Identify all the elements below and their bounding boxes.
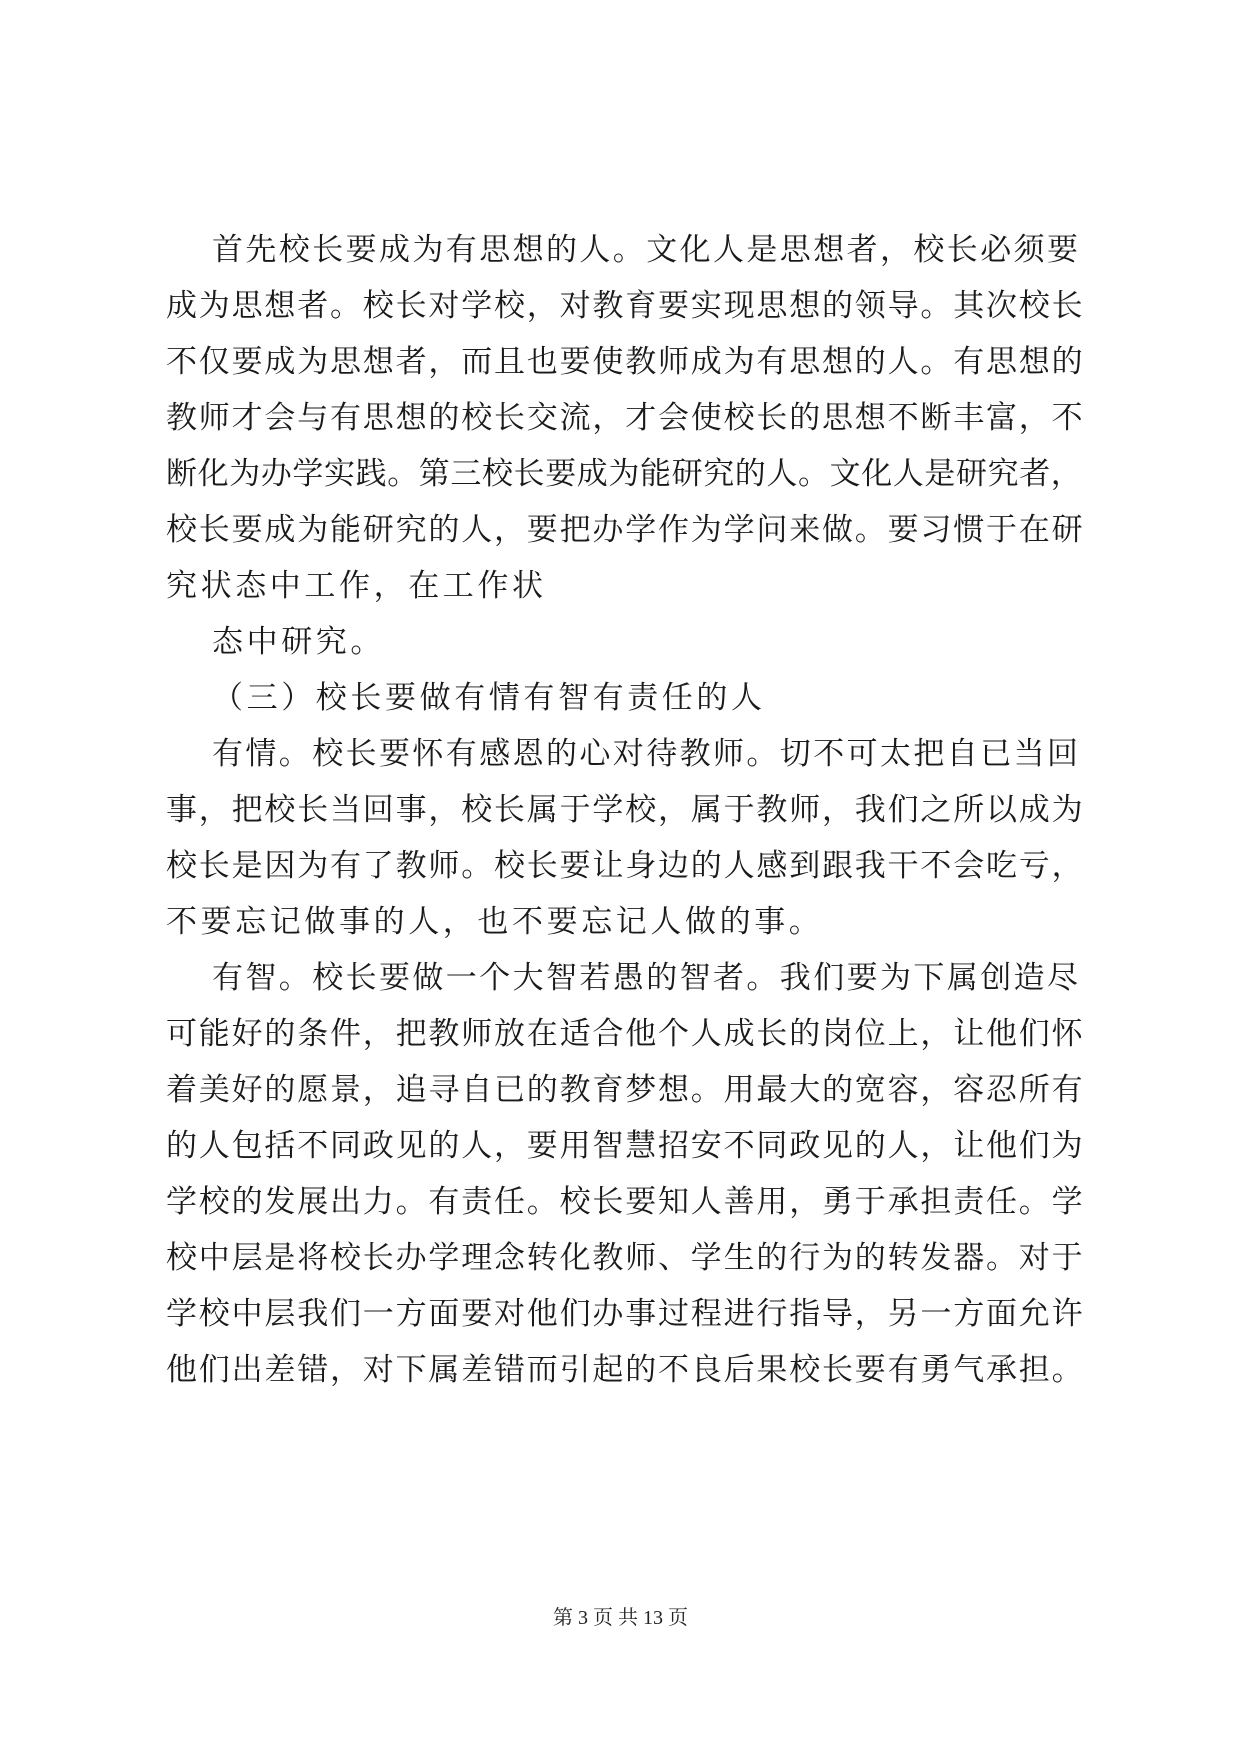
body-line: 学校中层我们一方面要对他们办事过程进行指导，另一方面允许 — [166, 1296, 1085, 1332]
body-line: 的人包括不同政见的人，要用智慧招安不同政见的人，让他们为 — [166, 1128, 1085, 1164]
body-line: 可能好的条件，把教师放在适合他个人成长的岗位上，让他们怀 — [166, 1016, 1085, 1052]
body-line: 着美好的愿景，追寻自已的教育梦想。用最大的宽容，容忍所有 — [166, 1072, 1085, 1108]
body-line: 他们出差错，对下属差错而引起的不良后果校长要有勇气承担。 — [166, 1352, 1085, 1388]
body-line: 究状态中工作，在工作状 — [166, 568, 547, 604]
body-line: 有情。校长要怀有感恩的心对待教师。切不可太把自已当回 — [212, 736, 1081, 772]
body-line: 校长要成为能研究的人，要把办学作为学问来做。要习惯于在研 — [166, 512, 1085, 548]
body-line: 首先校长要成为有思想的人。文化人是思想者，校长必须要 — [212, 232, 1081, 268]
body-line: 断化为办学实践。第三校长要成为能研究的人。文化人是研究者， — [166, 456, 1083, 492]
body-line: 教师才会与有思想的校长交流，才会使校长的思想不断丰富，不 — [166, 400, 1085, 436]
body-line: 校长是因为有了教师。校长要让身边的人感到跟我干不会吃亏， — [166, 848, 1085, 884]
section-heading: （三）校长要做有情有智有责任的人 — [212, 680, 766, 716]
body-line: 事，把校长当回事，校长属于学校，属于教师，我们之所以成为 — [166, 792, 1085, 828]
body-line: 不仅要成为思想者，而且也要使教师成为有思想的人。有思想的 — [166, 344, 1085, 380]
page-footer: 第 3 页 共 13 页 — [553, 1607, 688, 1629]
body-line: 不要忘记做事的人，也不要忘记人做的事。 — [166, 904, 824, 940]
body-line: 态中研究。 — [212, 624, 385, 660]
body-line: 成为思想者。校长对学校，对教育要实现思想的领导。其次校长 — [166, 288, 1085, 324]
body-line: 有智。校长要做一个大智若愚的智者。我们要为下属创造尽 — [212, 960, 1081, 996]
body-line: 校中层是将校长办学理念转化教师、学生的行为的转发器。对于 — [166, 1240, 1085, 1276]
body-line: 学校的发展出力。有责任。校长要知人善用，勇于承担责任。学 — [166, 1184, 1085, 1220]
